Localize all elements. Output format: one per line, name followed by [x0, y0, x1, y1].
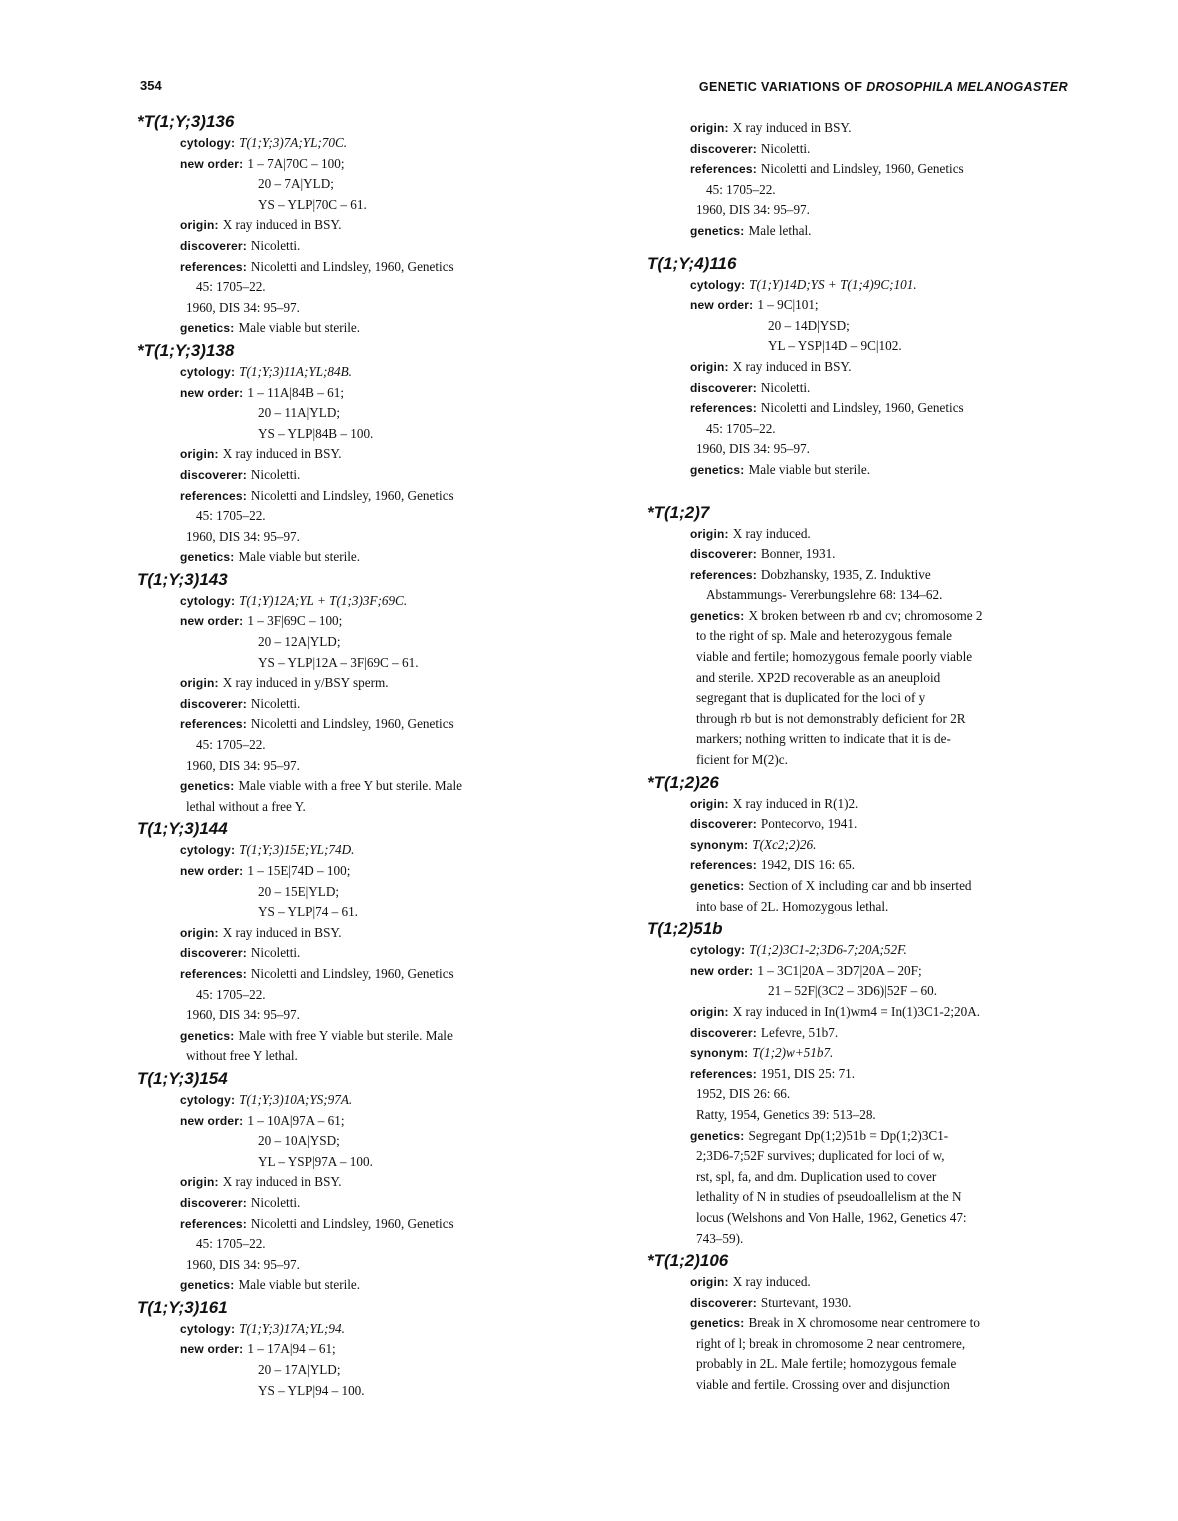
cytology-label: cytology: [690, 943, 746, 958]
genetics-continued: viable and fertile. Crossing over and disjunction [696, 1377, 950, 1393]
genetics-value: Male viable but sterile. [238, 320, 361, 336]
entry-t1y3-161 [137, 1296, 580, 1401]
entry-title: T(1;Y;3)161 [137, 1297, 228, 1317]
entry-title: *T(1;2)7 [647, 502, 710, 522]
cytology-value: T(1;Y;3)15E;YL;74D. [239, 842, 355, 858]
origin-line [650, 524, 1080, 545]
entry-title: *T(1;Y;3)138 [137, 340, 235, 360]
new-order-line-2: 21 – 52F|(3C2 – 3D6)|52F – 60. [768, 983, 938, 999]
synonym-label: synonym: [690, 1046, 749, 1061]
genetics-continued: locus (Welshons and Von Halle, 1962, Genetics 47: [696, 1209, 967, 1225]
entry-title: T(1;Y;3)143 [137, 569, 228, 589]
cytology-label: cytology: [180, 136, 236, 150]
references-continued: Abstammungs- Vererbungslehre 68: 134–62. [706, 587, 943, 603]
entry-t12-7 [647, 501, 1080, 771]
origin-line [650, 118, 1080, 139]
cytology-label: cytology: [180, 1092, 236, 1107]
genetics-label: genetics: [180, 550, 235, 565]
new-order-line-2: 20 – 15E|YLD; [258, 883, 340, 899]
origin-line [140, 1172, 580, 1193]
cytology-value: T(1;Y)14D;YS + T(1;4)9C;101. [749, 276, 917, 292]
cytology-line [140, 591, 580, 612]
new-order-line-3: YS – YLP|84B – 100. [258, 425, 374, 441]
new-order-line [140, 1339, 580, 1360]
discoverer-label: discoverer: [690, 1295, 757, 1310]
discoverer-value: Pontecorvo, 1941. [760, 816, 858, 832]
references-label: references: [690, 858, 757, 873]
entry-t1y4-116 [647, 252, 1080, 481]
cytology-line [140, 362, 580, 383]
origin-line [650, 1002, 1080, 1023]
discoverer-label: discoverer: [180, 467, 247, 482]
origin-label: origin: [690, 796, 729, 811]
genetics-value: Male viable with a free Y but sterile. Male [238, 778, 462, 794]
origin-value: X ray induced in BSY. [732, 120, 852, 135]
origin-label: origin: [690, 121, 729, 135]
references-label: references: [690, 162, 757, 177]
origin-label: origin: [690, 1004, 729, 1019]
origin-line [650, 357, 1080, 378]
discoverer-line [650, 378, 1080, 399]
discoverer-line [140, 694, 580, 715]
origin-value: X ray induced. [732, 1274, 811, 1290]
cytology-value: T(1;Y;3)11A;YL;84B. [239, 363, 352, 379]
references-line-2: 1960, DIS 34: 95–97. [186, 1007, 300, 1023]
references-value: 1942, DIS 16: 65. [760, 857, 856, 873]
references-line [650, 565, 1080, 586]
genetics-line [650, 1313, 1080, 1334]
genetics-line [650, 876, 1080, 897]
references-line [650, 855, 1080, 876]
synonym-value: T(Xc2;2)26. [752, 836, 817, 852]
genetics-line [650, 460, 1080, 481]
entry-title: *T(1;2)106 [647, 1251, 729, 1271]
origin-value: X ray induced in BSY. [222, 217, 342, 233]
references-value: Nicoletti and Lindsley, 1960, Genetics [250, 258, 454, 274]
origin-value: X ray induced in R(1)2. [732, 795, 859, 811]
references-continued: 45: 1705–22. [196, 279, 266, 295]
discoverer-value: Nicoletti. [250, 237, 301, 253]
references-line [650, 398, 1080, 419]
new-order-value: 1 – 17A|94 – 61; [247, 1341, 336, 1357]
new-order-line [140, 861, 580, 882]
discoverer-value: Bonner, 1931. [760, 546, 836, 562]
origin-label: origin: [690, 526, 729, 541]
genetics-continued: markers; nothing written to indicate that it is de- [696, 731, 951, 747]
discoverer-value: Nicoletti. [760, 379, 811, 395]
discoverer-line [140, 236, 580, 257]
genetics-continued: rst, spl, fa, and dm. Duplication used to cover [696, 1168, 937, 1184]
discoverer-label: discoverer: [690, 817, 757, 832]
genetics-continued: to the right of sp. Male and heterozygous female [696, 628, 952, 644]
new-order-line-3: YS – YLP|74 – 61. [258, 904, 358, 920]
new-order-value: 1 – 15E|74D – 100; [247, 863, 351, 878]
genetics-label: genetics: [690, 462, 745, 477]
discoverer-line [650, 814, 1080, 835]
references-line [140, 714, 580, 735]
entry-t1y3-136 [137, 110, 580, 339]
synonym-line [650, 835, 1080, 856]
genetics-continued: and sterile. XP2D recoverable as an aneuploid [696, 669, 941, 685]
discoverer-line [140, 465, 580, 486]
cytology-label: cytology: [180, 593, 236, 608]
discoverer-value: Nicoletti. [250, 466, 301, 482]
new-order-line-2: 20 – 10A|YSD; [258, 1133, 340, 1149]
discoverer-label: discoverer: [690, 380, 757, 395]
discoverer-label: discoverer: [180, 1195, 247, 1210]
references-line-2: 1952, DIS 26: 66. [696, 1086, 791, 1102]
entry-t1y3-138 [137, 339, 580, 568]
references-continued: 45: 1705–22. [196, 986, 266, 1002]
right-column [647, 118, 1080, 1396]
references-value: Nicoletti and Lindsley, 1960, Genetics [250, 965, 454, 981]
entry-title: T(1;2)51b [647, 919, 723, 939]
references-line-3: Ratty, 1954, Genetics 39: 513–28. [696, 1106, 876, 1122]
discoverer-label: discoverer: [690, 1025, 757, 1040]
discoverer-label: discoverer: [180, 696, 247, 711]
genetics-continued: 743–59). [696, 1230, 744, 1246]
references-label: references: [180, 966, 247, 981]
cytology-line [140, 133, 580, 154]
genetics-label: genetics: [690, 608, 745, 623]
genetics-line [650, 221, 1080, 242]
page-number: 354 [140, 78, 162, 93]
new-order-line [140, 154, 580, 175]
genetics-value: Male viable but sterile. [748, 461, 871, 477]
discoverer-label: discoverer: [690, 547, 757, 562]
new-order-label: new order: [690, 298, 754, 313]
references-continued: 45: 1705–22. [706, 420, 776, 436]
origin-value: X ray induced in In(1)wm4 = In(1)3C1-2;20A. [732, 1003, 981, 1019]
entry-t1y3-143 [137, 568, 580, 818]
synonym-value: T(1;2)w+51b7. [752, 1045, 834, 1061]
new-order-label: new order: [180, 614, 244, 629]
references-label: references: [690, 1066, 757, 1081]
entry-title: T(1;Y;3)144 [137, 819, 228, 839]
genetics-value: Break in X chromosome near centromere to [748, 1315, 980, 1331]
new-order-line [140, 611, 580, 632]
genetics-line [140, 547, 580, 568]
new-order-label: new order: [180, 1113, 244, 1128]
new-order-value: 1 – 10A|97A – 61; [247, 1112, 345, 1128]
cytology-value: T(1;Y;3)7A;YL;70C. [239, 135, 348, 150]
discoverer-value: Lefevre, 51b7. [760, 1024, 839, 1040]
discoverer-line [650, 139, 1080, 160]
running-head-italic: DROSOPHILA MELANOGASTER [866, 80, 1068, 94]
references-continued: 45: 1705–22. [196, 508, 266, 524]
entry-t12-106 [647, 1249, 1080, 1396]
cytology-line [140, 1090, 580, 1111]
running-head-text: GENETIC VARIATIONS OF [698, 80, 867, 94]
references-line [140, 964, 580, 985]
synonym-label: synonym: [690, 837, 749, 852]
references-line [140, 486, 580, 507]
genetics-continued: without free Y lethal. [186, 1048, 298, 1064]
new-order-value: 1 – 3C1|20A – 3D7|20A – 20F; [757, 962, 922, 978]
origin-label: origin: [180, 447, 219, 462]
spacer [650, 481, 1080, 501]
references-label: references: [180, 488, 247, 503]
new-order-line-2: 20 – 14D|YSD; [768, 317, 850, 333]
genetics-continued: probably in 2L. Male fertile; homozygous female [696, 1356, 957, 1372]
genetics-value: Male lethal. [748, 222, 812, 238]
entry-title: T(1;Y;3)154 [137, 1068, 228, 1088]
origin-label: origin: [180, 218, 219, 233]
references-label: references: [180, 717, 247, 732]
genetics-label: genetics: [690, 1128, 745, 1143]
cytology-label: cytology: [180, 364, 236, 379]
origin-label: origin: [180, 1175, 219, 1190]
genetics-label: genetics: [180, 1278, 235, 1293]
new-order-line-2: 20 – 7A|YLD; [258, 176, 334, 192]
new-order-line-2: 20 – 12A|YLD; [258, 634, 341, 650]
genetics-label: genetics: [180, 779, 235, 794]
entry-t1y3-154 [137, 1067, 580, 1296]
origin-line [650, 1272, 1080, 1293]
genetics-label: genetics: [180, 321, 235, 336]
genetics-continued: viable and fertile; homozygous female poorly viable [696, 649, 973, 665]
new-order-line-3: YL – YSP|97A – 100. [258, 1153, 373, 1169]
references-line [650, 159, 1080, 180]
genetics-continued: lethality of N in studies of pseudoallelism at the N [696, 1189, 962, 1205]
new-order-value: 1 – 11A|84B – 61; [247, 384, 345, 400]
genetics-continued: ficient for M(2)c. [696, 752, 788, 768]
cytology-value: T(1;Y)12A;YL + T(1;3)3F;69C. [239, 592, 408, 608]
discoverer-label: discoverer: [180, 238, 247, 253]
cytology-label: cytology: [690, 277, 746, 292]
entry-t1y3-161-continued [650, 118, 1080, 242]
cytology-line [650, 275, 1080, 296]
references-label: references: [180, 1216, 247, 1231]
genetics-continued: right of l; break in chromosome 2 near centromere, [696, 1335, 966, 1351]
discoverer-line [140, 943, 580, 964]
discoverer-label: discoverer: [690, 141, 757, 156]
new-order-line-3: YS – YLP|94 – 100. [258, 1382, 365, 1398]
origin-line [140, 923, 580, 944]
references-label: references: [690, 567, 757, 582]
cytology-line [650, 940, 1080, 961]
genetics-continued: 2;3D6-7;52F survives; duplicated for loci of w, [696, 1148, 945, 1164]
new-order-value: 1 – 9C|101; [757, 297, 819, 313]
references-line [140, 1214, 580, 1235]
origin-value: X ray induced in BSY. [222, 924, 342, 940]
genetics-value: Segregant Dp(1;2)51b = Dp(1;2)3C1- [748, 1127, 949, 1143]
references-value: Nicoletti and Lindsley, 1960, Genetics [250, 487, 454, 503]
references-value: Nicoletti and Lindsley, 1960, Genetics [760, 400, 964, 416]
entry-title: *T(1;Y;3)136 [137, 112, 235, 131]
discoverer-value: Nicoletti. [250, 1194, 301, 1210]
discoverer-value: Sturtevant, 1930. [760, 1294, 852, 1310]
spacer [650, 242, 1080, 252]
genetics-label: genetics: [690, 879, 745, 893]
genetics-value: Male viable but sterile. [238, 549, 361, 565]
entry-t1y3-144 [137, 817, 580, 1067]
cytology-line [140, 1319, 580, 1340]
origin-line [650, 794, 1080, 815]
origin-label: origin: [180, 676, 219, 691]
genetics-label: genetics: [690, 1316, 745, 1331]
references-line-2: 1960, DIS 34: 95–97. [696, 202, 810, 218]
origin-line [140, 673, 580, 694]
origin-value: X ray induced in y/BSY sperm. [222, 675, 389, 691]
discoverer-value: Nicoletti. [250, 695, 301, 711]
discoverer-label: discoverer: [180, 946, 247, 961]
references-line-2: 1960, DIS 34: 95–97. [186, 528, 300, 544]
genetics-value: Section of X including car and bb inserted [748, 878, 972, 893]
genetics-value: X broken between rb and cv; chromosome 2 [748, 607, 983, 623]
references-line-2: 1960, DIS 34: 95–97. [186, 299, 300, 315]
references-value: Nicoletti and Lindsley, 1960, Genetics [760, 161, 964, 177]
references-continued: 45: 1705–22. [196, 737, 266, 753]
synonym-line [650, 1043, 1080, 1064]
cytology-value: T(1;Y;3)17A;YL;94. [239, 1320, 345, 1336]
genetics-line [140, 1026, 580, 1047]
new-order-line-2: 20 – 11A|YLD; [258, 405, 341, 421]
references-value: Nicoletti and Lindsley, 1960, Genetics [250, 716, 454, 732]
genetics-line [140, 776, 580, 797]
new-order-line [650, 295, 1080, 316]
new-order-line-3: YS – YLP|70C – 61. [258, 196, 367, 212]
new-order-label: new order: [180, 864, 244, 878]
origin-label: origin: [690, 359, 729, 374]
entry-t12-51b [647, 917, 1080, 1249]
cytology-label: cytology: [180, 843, 236, 858]
cytology-value: T(1;Y;3)10A;YS;97A. [239, 1091, 353, 1107]
origin-line [140, 444, 580, 465]
running-head [699, 80, 1068, 94]
references-line-2: 1960, DIS 34: 95–97. [186, 1256, 300, 1272]
new-order-value: 1 – 7A|70C – 100; [247, 155, 345, 171]
origin-label: origin: [690, 1275, 729, 1290]
references-line-2: 1960, DIS 34: 95–97. [696, 441, 810, 457]
left-column [137, 110, 580, 1401]
new-order-label: new order: [180, 156, 244, 171]
genetics-continued: into base of 2L. Homozygous lethal. [696, 898, 889, 914]
genetics-line [140, 318, 580, 339]
genetics-line [650, 1126, 1080, 1147]
origin-value: X ray induced in BSY. [222, 446, 342, 462]
origin-value: X ray induced. [732, 525, 811, 541]
genetics-continued: lethal without a free Y. [186, 798, 306, 814]
genetics-line [140, 1275, 580, 1296]
new-order-line-3: YS – YLP|12A – 3F|69C – 61. [258, 654, 419, 670]
new-order-label: new order: [690, 963, 754, 978]
new-order-line-2: 20 – 17A|YLD; [258, 1362, 341, 1378]
genetics-value: Male viable but sterile. [238, 1277, 361, 1293]
references-continued: 45: 1705–22. [196, 1236, 266, 1252]
entry-t12-26 [647, 771, 1080, 918]
references-line [140, 257, 580, 278]
new-order-value: 1 – 3F|69C – 100; [247, 613, 343, 629]
genetics-continued: through rb but is not demonstrably deficient for 2R [696, 710, 966, 726]
new-order-label: new order: [180, 1342, 244, 1357]
references-value: 1951, DIS 25: 71. [760, 1065, 856, 1081]
cytology-value: T(1;2)3C1-2;3D6-7;20A;52F. [749, 942, 907, 958]
references-value: Nicoletti and Lindsley, 1960, Genetics [250, 1215, 454, 1231]
discoverer-line [650, 1023, 1080, 1044]
new-order-line [140, 1111, 580, 1132]
discoverer-line [140, 1193, 580, 1214]
references-line-2: 1960, DIS 34: 95–97. [186, 757, 300, 773]
references-line [650, 1064, 1080, 1085]
origin-line [140, 215, 580, 236]
cytology-line [140, 840, 580, 861]
references-label: references: [180, 259, 247, 274]
entry-title: T(1;Y;4)116 [647, 253, 737, 273]
origin-value: X ray induced in BSY. [222, 1174, 342, 1190]
new-order-line [650, 961, 1080, 982]
entry-title: *T(1;2)26 [647, 772, 719, 792]
references-value: Dobzhansky, 1935, Z. Induktive [760, 566, 931, 582]
new-order-label: new order: [180, 385, 244, 400]
references-label: references: [690, 401, 757, 416]
discoverer-value: Nicoletti. [760, 140, 811, 156]
genetics-label: genetics: [180, 1028, 235, 1043]
genetics-label: genetics: [690, 223, 745, 238]
discoverer-line [650, 1293, 1080, 1314]
cytology-label: cytology: [180, 1321, 236, 1336]
discoverer-value: Nicoletti. [250, 945, 301, 961]
new-order-line [140, 383, 580, 404]
genetics-line [650, 606, 1080, 627]
discoverer-line [650, 544, 1080, 565]
genetics-continued: segregant that is duplicated for the loci of y [696, 690, 926, 706]
origin-label: origin: [180, 925, 219, 940]
origin-value: X ray induced in BSY. [732, 358, 852, 374]
genetics-value: Male with free Y viable but sterile. Male [238, 1027, 453, 1043]
references-continued: 45: 1705–22. [706, 181, 776, 197]
new-order-line-3: YL – YSP|14D – 9C|102. [768, 338, 902, 354]
